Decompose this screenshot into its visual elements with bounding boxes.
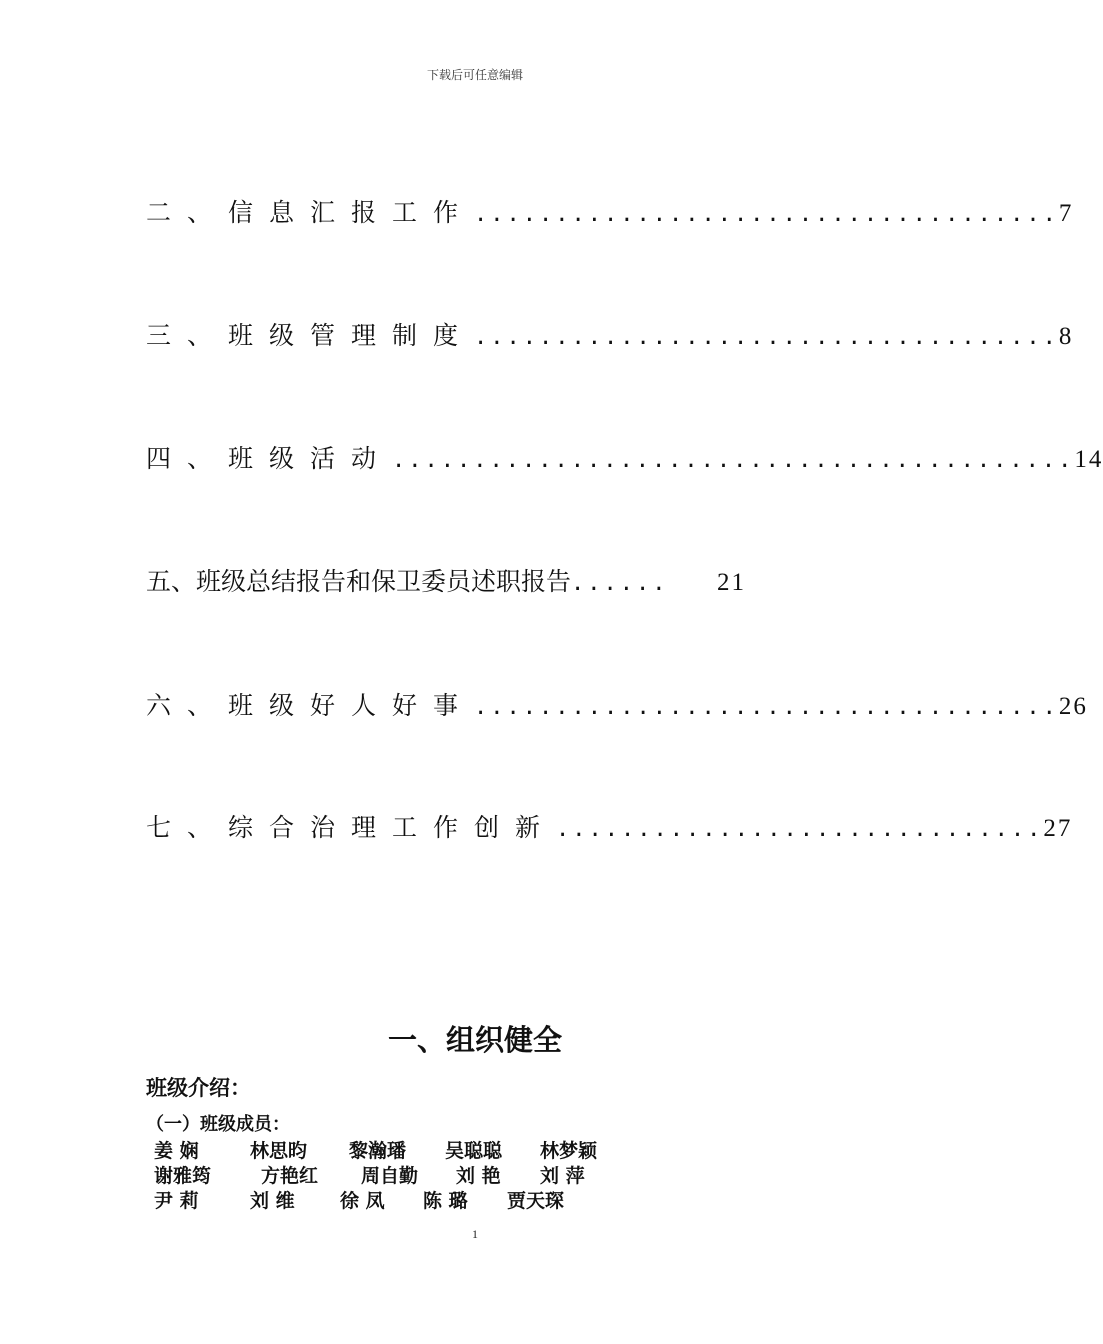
member-name: 黎瀚璠 bbox=[349, 1140, 407, 1162]
toc-leader-dots: .................................... bbox=[474, 325, 1059, 350]
toc-entry[interactable] bbox=[146, 319, 1074, 353]
member-name: 林梦颖 bbox=[540, 1140, 598, 1162]
member-name: 刘 萍 bbox=[540, 1165, 585, 1187]
toc-page-number: 21 bbox=[717, 569, 746, 596]
member-name: 周自勤 bbox=[361, 1165, 419, 1187]
class-members-label: （一）班级成员： bbox=[146, 1114, 290, 1135]
toc-entry[interactable] bbox=[146, 196, 1074, 230]
toc-page-number: 27 bbox=[1043, 815, 1073, 842]
page-number: 1 bbox=[472, 1227, 478, 1241]
toc-leader-dots: .................................... bbox=[474, 202, 1059, 227]
class-intro-label: 班级介绍： bbox=[146, 1076, 251, 1100]
member-name: 刘 艳 bbox=[456, 1165, 501, 1187]
toc-page-number: 8 bbox=[1058, 323, 1074, 350]
member-name: 姜 娴 bbox=[154, 1140, 199, 1162]
toc-entry-title: 三、班级管理制度 bbox=[146, 321, 475, 350]
toc-entry-title: 四、班级活动 bbox=[146, 444, 393, 473]
toc-entry[interactable] bbox=[146, 442, 1103, 476]
toc-entry[interactable] bbox=[146, 811, 1073, 845]
member-name: 徐 凤 bbox=[340, 1190, 385, 1212]
toc-leader-dots: ...... bbox=[571, 571, 669, 596]
toc-leader-dots: .............................. bbox=[556, 817, 1044, 842]
member-name: 刘 维 bbox=[250, 1190, 295, 1212]
toc-entry-title: 七、综合治理工作创新 bbox=[146, 813, 557, 842]
member-name: 林思昀 bbox=[250, 1140, 308, 1162]
member-name: 陈 璐 bbox=[423, 1190, 468, 1212]
section-heading: 一、组织健全 bbox=[387, 1023, 562, 1057]
member-name: 方艳红 bbox=[261, 1165, 319, 1187]
member-name: 贾天琛 bbox=[507, 1190, 565, 1212]
member-name: 尹 莉 bbox=[154, 1190, 199, 1212]
toc-page-number: 7 bbox=[1058, 200, 1074, 227]
toc-leader-dots: .................................... bbox=[474, 695, 1059, 720]
toc-entry-title: 五、班级总结报告和保卫委员述职报告 bbox=[146, 567, 572, 596]
toc-page-number: 14 bbox=[1074, 446, 1103, 473]
toc-entry[interactable] bbox=[146, 565, 746, 599]
member-name: 谢雅筠 bbox=[154, 1165, 212, 1187]
toc-entry-title: 六、班级好人好事 bbox=[146, 691, 475, 720]
member-name: 吴聪聪 bbox=[445, 1140, 503, 1162]
toc-page-number: 26 bbox=[1058, 693, 1088, 720]
toc-entry-title: 二、信息汇报工作 bbox=[146, 198, 475, 227]
toc-entry[interactable] bbox=[146, 689, 1088, 723]
toc-leader-dots: .......................................... bbox=[392, 448, 1075, 473]
header-note: 下载后可任意编辑 bbox=[426, 68, 523, 82]
